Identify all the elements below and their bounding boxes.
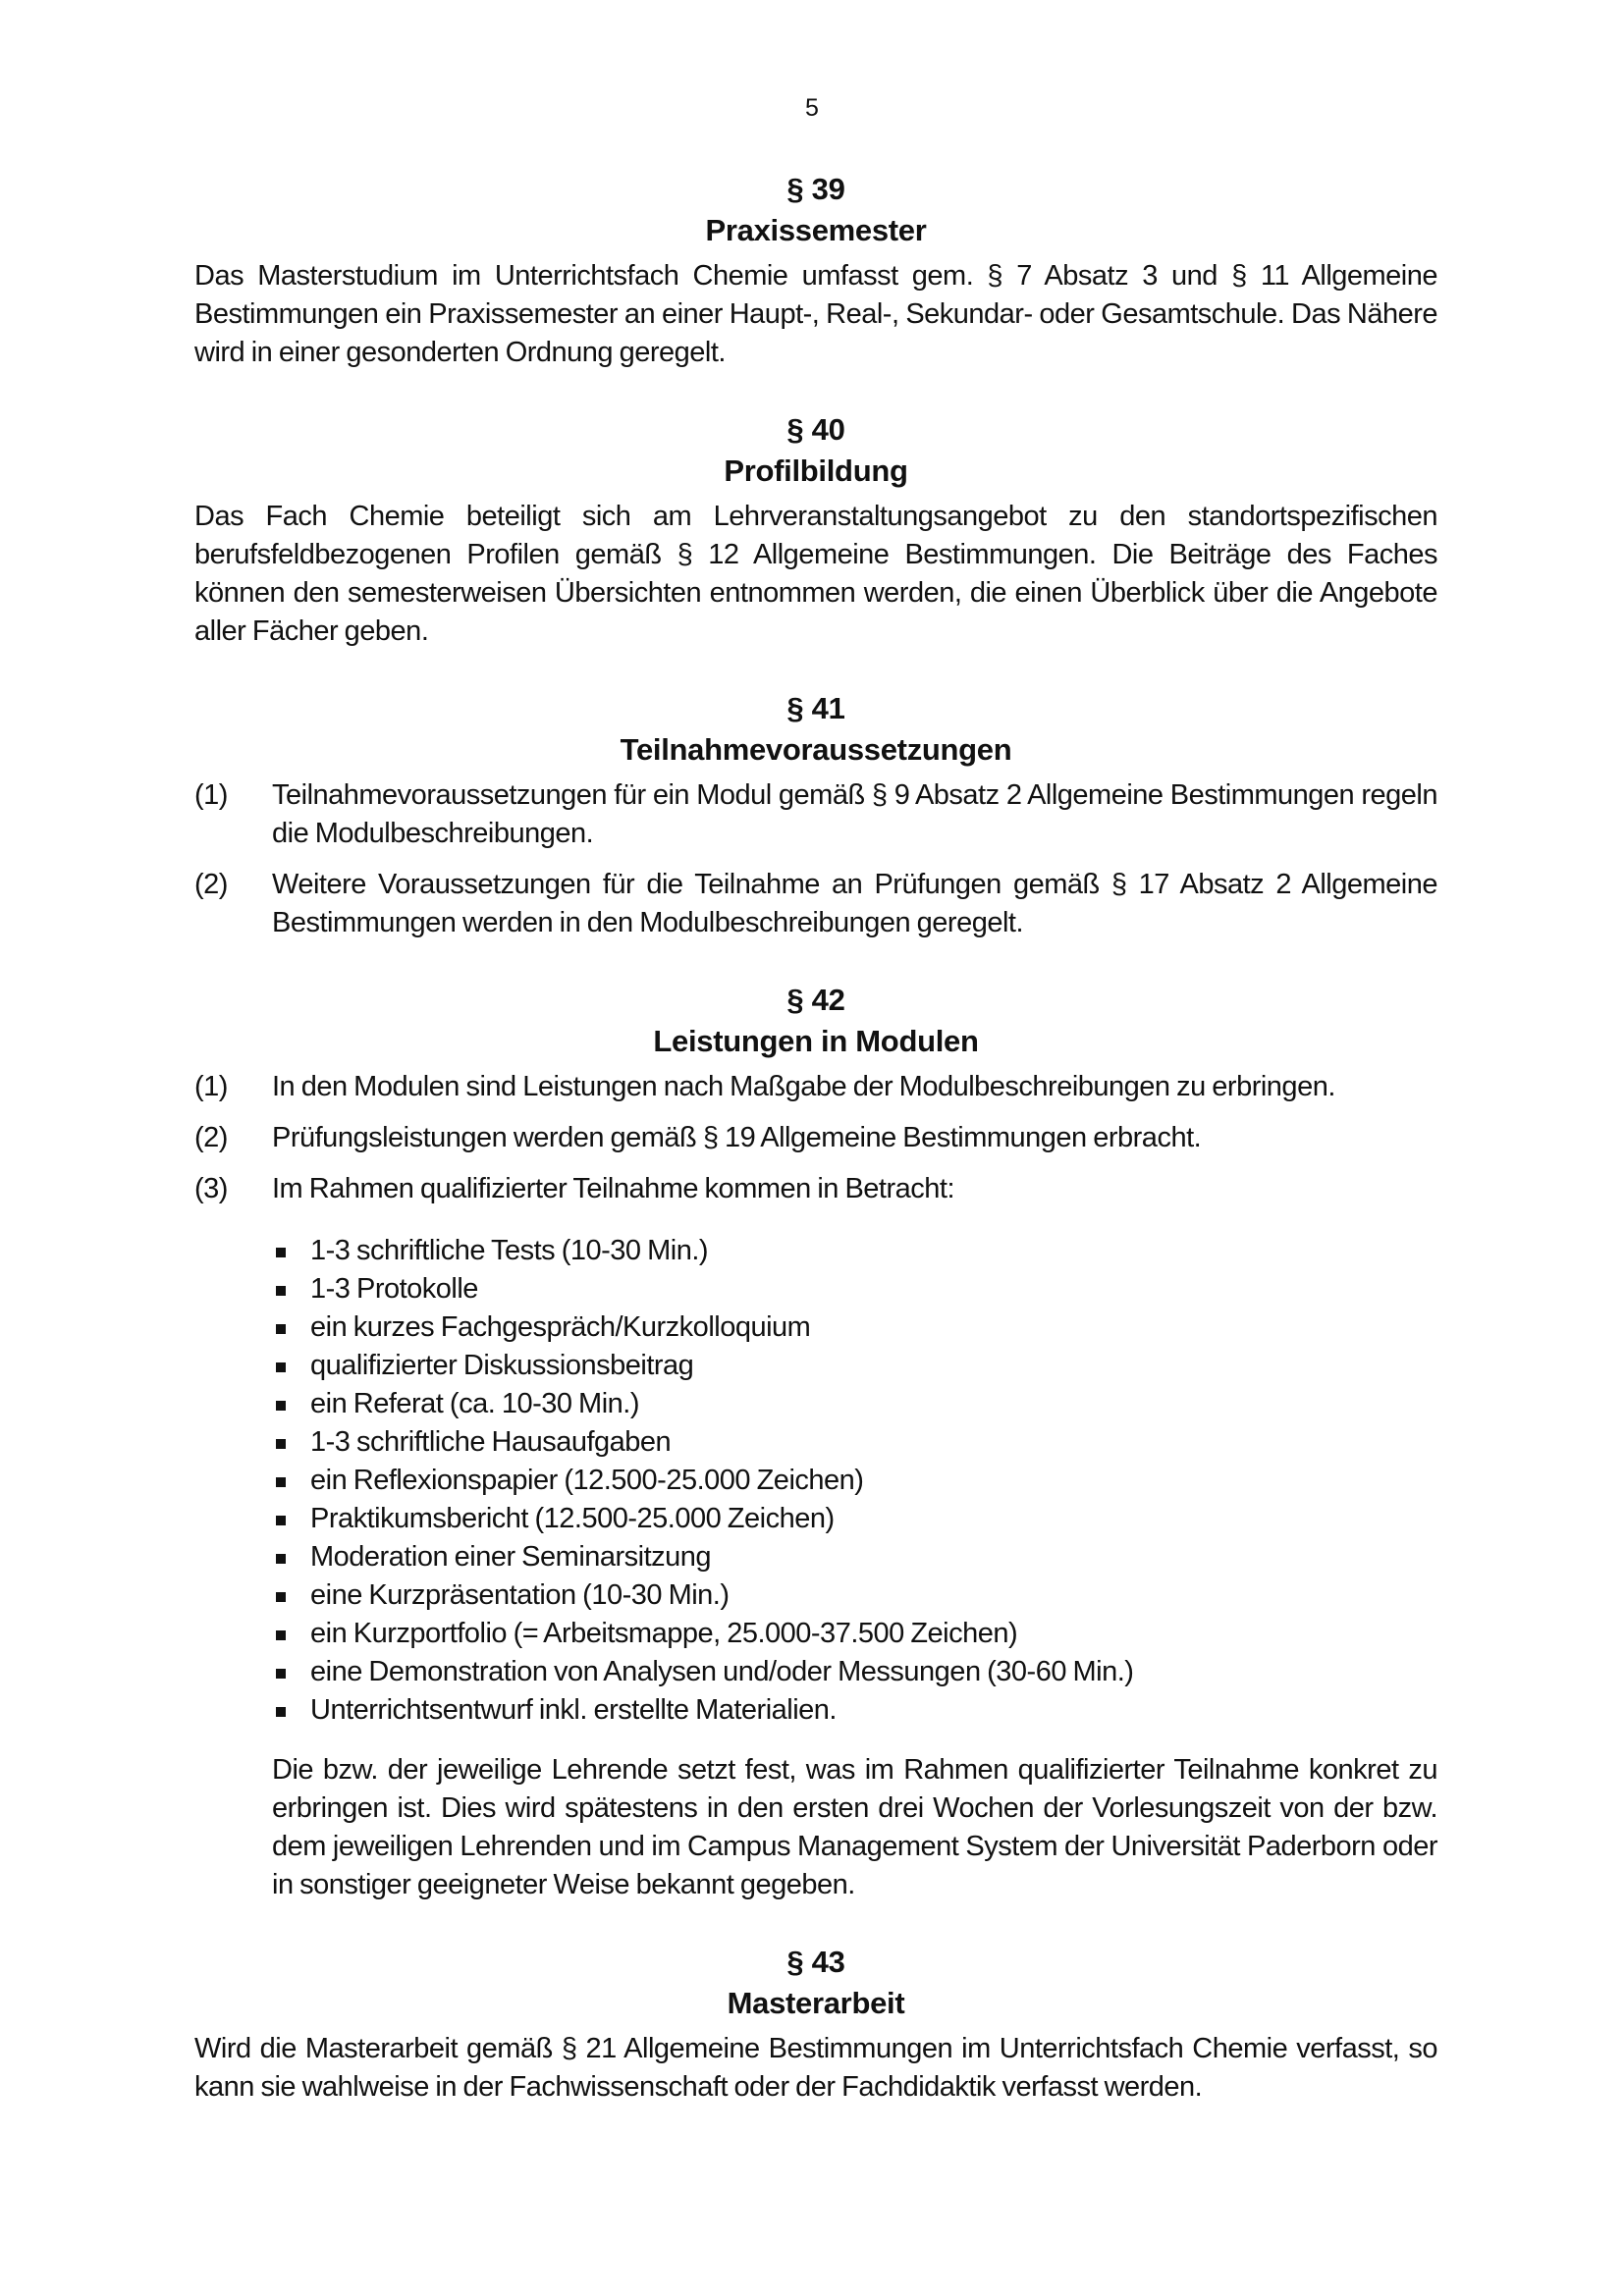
bullet-text: Moderation einer Seminarsitzung <box>310 1541 712 1573</box>
bullet-item <box>272 1615 1437 1653</box>
section-title: Profilbildung <box>724 454 908 488</box>
bullet-item <box>272 1691 1437 1730</box>
section-number: § 42 <box>786 983 845 1017</box>
item-number: (1) <box>194 779 228 811</box>
section-note: Die bzw. der jeweilige Lehrende setzt fest, was im Rahmen qualifizierter Teilnahme konkret zu erbringen ist. Dies wird spätestens in den ersten drei Wochen der Vorlesungszeit von der bzw. dem jeweiligen Lehrenden und im Campus Management System der Universität Paderborn oder in sonstiger geeigneter Weise bekannt gegeben. <box>272 1754 1437 1900</box>
section-43 <box>194 1942 1437 2107</box>
section-40 <box>194 409 1437 651</box>
square-bullet-icon <box>272 1691 310 1730</box>
numbered-list <box>194 776 1437 942</box>
bullet-text: qualifizierter Diskussionsbeitrag <box>310 1350 694 1381</box>
section-title: Teilnahmevoraussetzungen <box>620 732 1012 767</box>
bullet-item <box>272 1653 1437 1691</box>
square-bullet-icon <box>272 1576 310 1615</box>
bullet-item <box>272 1347 1437 1385</box>
section-number: § 40 <box>786 412 845 447</box>
square-bullet-icon <box>272 1615 310 1653</box>
square-bullet-icon <box>272 1385 310 1423</box>
bullet-text: 1-3 Protokolle <box>310 1273 478 1305</box>
item-number: (3) <box>194 1173 228 1204</box>
bullet-item <box>272 1576 1437 1615</box>
bullet-item <box>272 1462 1437 1500</box>
section-39 <box>194 169 1437 372</box>
numbered-list <box>194 1068 1437 1208</box>
bullet-text: eine Kurzpräsentation (10-30 Min.) <box>310 1579 730 1611</box>
bullet-item <box>272 1270 1437 1308</box>
bullet-text: ein Reflexionspapier (12.500-25.000 Zeichen) <box>310 1465 864 1496</box>
bullet-list <box>272 1232 1437 1730</box>
square-bullet-icon <box>272 1347 310 1385</box>
bullet-text: ein Kurzportfolio (= Arbeitsmappe, 25.000-37.500 Zeichen) <box>310 1618 1018 1649</box>
bullet-item <box>272 1308 1437 1347</box>
bullet-text: ein Referat (ca. 10-30 Min.) <box>310 1388 639 1419</box>
bullet-item <box>272 1500 1437 1538</box>
section-number: § 41 <box>786 691 845 725</box>
bullet-item <box>272 1232 1437 1270</box>
item-text: Im Rahmen qualifizierter Teilnahme kommen in Betracht: <box>272 1173 955 1204</box>
square-bullet-icon <box>272 1500 310 1538</box>
bullet-text: Praktikumsbericht (12.500-25.000 Zeichen) <box>310 1503 835 1534</box>
bullet-item <box>272 1423 1437 1462</box>
item-number: (1) <box>194 1071 228 1102</box>
section-42 <box>194 980 1437 1904</box>
item-number: (2) <box>194 869 228 900</box>
item-number: (2) <box>194 1122 228 1153</box>
section-paragraph: Das Fach Chemie beteiligt sich am Lehrveranstaltungsangebot zu den standortspezifischen berufsfeldbezogenen Profilen gemäß § 12 Allgemeine Bestimmungen. Die Beiträge des Faches können den semesterweisen Übersichten entnommen werden, die einen Überblick über die Angebote aller Fächer geben. <box>194 501 1437 647</box>
numbered-item <box>194 1119 1437 1157</box>
bullet-text: 1-3 schriftliche Hausaufgaben <box>310 1426 672 1458</box>
bullet-item <box>272 1385 1437 1423</box>
section-paragraph: Das Masterstudium im Unterrichtsfach Chemie umfasst gem. § 7 Absatz 3 und § 11 Allgemeine Bestimmungen ein Praxissemester an einer Haupt-, Real-, Sekundar- oder Gesamtschule. Das Nähere wird in einer gesonderten Ordnung geregelt. <box>194 260 1437 368</box>
section-41 <box>194 688 1437 942</box>
bullet-text: 1-3 schriftliche Tests (10-30 Min.) <box>310 1235 709 1266</box>
square-bullet-icon <box>272 1462 310 1500</box>
square-bullet-icon <box>272 1270 310 1308</box>
section-number: § 43 <box>786 1945 845 1979</box>
numbered-item <box>194 1170 1437 1208</box>
square-bullet-icon <box>272 1423 310 1462</box>
bullet-text: Unterrichtsentwurf inkl. erstellte Materialien. <box>310 1694 837 1726</box>
item-text: Teilnahmevoraussetzungen für ein Modul gemäß § 9 Absatz 2 Allgemeine Bestimmungen regeln die Modulbeschreibungen. <box>272 779 1437 849</box>
section-number: § 39 <box>786 172 845 206</box>
square-bullet-icon <box>272 1308 310 1347</box>
section-paragraph: Wird die Masterarbeit gemäß § 21 Allgemeine Bestimmungen im Unterrichtsfach Chemie verfasst, so kann sie wahlweise in der Fachwissenschaft oder der Fachdidaktik verfasst werden. <box>194 2033 1437 2103</box>
item-text: In den Modulen sind Leistungen nach Maßgabe der Modulbeschreibungen zu erbringen. <box>272 1071 1335 1102</box>
square-bullet-icon <box>272 1653 310 1691</box>
square-bullet-icon <box>272 1232 310 1270</box>
item-text: Weitere Voraussetzungen für die Teilnahme an Prüfungen gemäß § 17 Absatz 2 Allgemeine Bestimmungen werden in den Modulbeschreibungen geregelt. <box>272 869 1437 938</box>
bullet-item <box>272 1538 1437 1576</box>
section-title: Leistungen in Modulen <box>653 1024 979 1058</box>
document-body <box>194 169 1437 2144</box>
section-title: Masterarbeit <box>727 1986 905 2020</box>
numbered-item <box>194 1068 1437 1106</box>
numbered-item <box>194 776 1437 853</box>
numbered-item <box>194 866 1437 942</box>
section-title: Praxissemester <box>705 213 927 247</box>
square-bullet-icon <box>272 1538 310 1576</box>
item-text: Prüfungsleistungen werden gemäß § 19 Allgemeine Bestimmungen erbracht. <box>272 1122 1202 1153</box>
bullet-text: ein kurzes Fachgespräch/Kurzkolloquium <box>310 1311 811 1343</box>
page-number: 5 <box>805 94 819 122</box>
bullet-text: eine Demonstration von Analysen und/oder Messungen (30-60 Min.) <box>310 1656 1134 1687</box>
